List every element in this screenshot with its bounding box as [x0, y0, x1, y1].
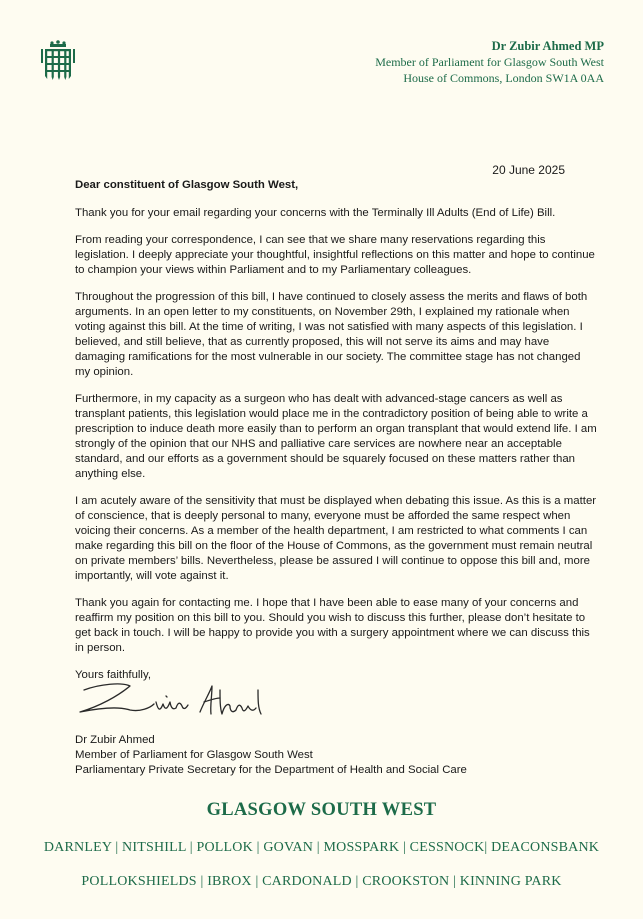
portcullis-icon [38, 40, 78, 80]
letter-body [75, 178, 597, 695]
salutation: Dear constituent of Glasgow South West, [75, 179, 299, 191]
signatory-position: Parliamentary Private Secretary for the Department of Health and Social Care [75, 764, 467, 776]
signature-image [70, 672, 270, 732]
paragraph: Furthermore, in my capacity as a surgeon who has dealt with advanced-stage cancers as well as transplant patients, this legislation would place me in the contradictory position of being able to write a prescription to induce death more easily than to perform an organ transplant that would extend life. I am strongly of the opinion that our NHS and palliative care services are nowhere near an acceptable standard, and our efforts as a government should be squarely focused on these matters rather than anything else. [75, 393, 597, 480]
closing: Yours faithfully, [75, 669, 151, 681]
wards-line-2: POLLOKSHIELDS | IBROX | CARDONALD | CROOKSTON | KINNING PARK [81, 874, 562, 889]
signatory-role: Member of Parliament for Glasgow South West [75, 749, 313, 761]
mp-name: Dr Zubir Ahmed MP [491, 39, 604, 53]
paragraph: Thank you for your email regarding your concerns with the Terminally Ill Adults (End of Life) Bill. [75, 207, 556, 219]
constituency-title: GLASGOW SOUTH WEST [206, 800, 437, 820]
paragraph: I am acutely aware of the sensitivity that must be displayed when debating this issue. As this is a matter of conscience, that is deeply personal to many, everyone must be afforded the same respect when voicing their concerns. As a member of the health department, I am restricted to what comments I can make regarding this bill on the floor of the House of Commons, as the government must remain neutral on private members’ bills. Nevertheless, please be assured I will continue to oppose this bill and, more importantly, will vote against it. [75, 495, 597, 582]
paragraph: From reading your correspondence, I can see that we share many reservations regarding this legislation. I deeply appreciate your thoughtful, insightful reflections on this matter and hope to continue to champion your views within Parliament and to my Parliamentary colleagues. [75, 234, 595, 276]
letter-date: 20 June 2025 [492, 163, 565, 177]
paragraph: Thank you again for contacting me. I hope that I have been able to ease many of your concerns and reaffirm my position on this bill to you. Should you wish to discuss this further, please don’t hesitate to get back in touch. I will be happy to provide you with a surgery appointment where we can discuss this in person. [75, 597, 590, 654]
signatory-block [75, 733, 467, 778]
signatory-name: Dr Zubir Ahmed [75, 734, 155, 746]
mp-address-block [224, 38, 604, 86]
wards-line-1: DARNLEY | NITSHILL | POLLOK | GOVAN | MOSSPARK | CESSNOCK| DEACONSBANK [43, 840, 600, 855]
mp-role: Member of Parliament for Glasgow South West [375, 55, 604, 69]
paragraph: Throughout the progression of this bill, I have continued to closely assess the merits and flaws of both arguments. In an open letter to my constituents, on November 29th, I explained my rationale when voting against this bill. At the time of writing, I was not satisfied with many aspects of this legislation. I believed, and still believe, that as currently proposed, this will not serve its aims and may have damaging ramifications for the most vulnerable in our society. The committee stage has not changed my opinion. [75, 291, 588, 378]
mp-address: House of Commons, London SW1A 0AA [403, 71, 604, 85]
